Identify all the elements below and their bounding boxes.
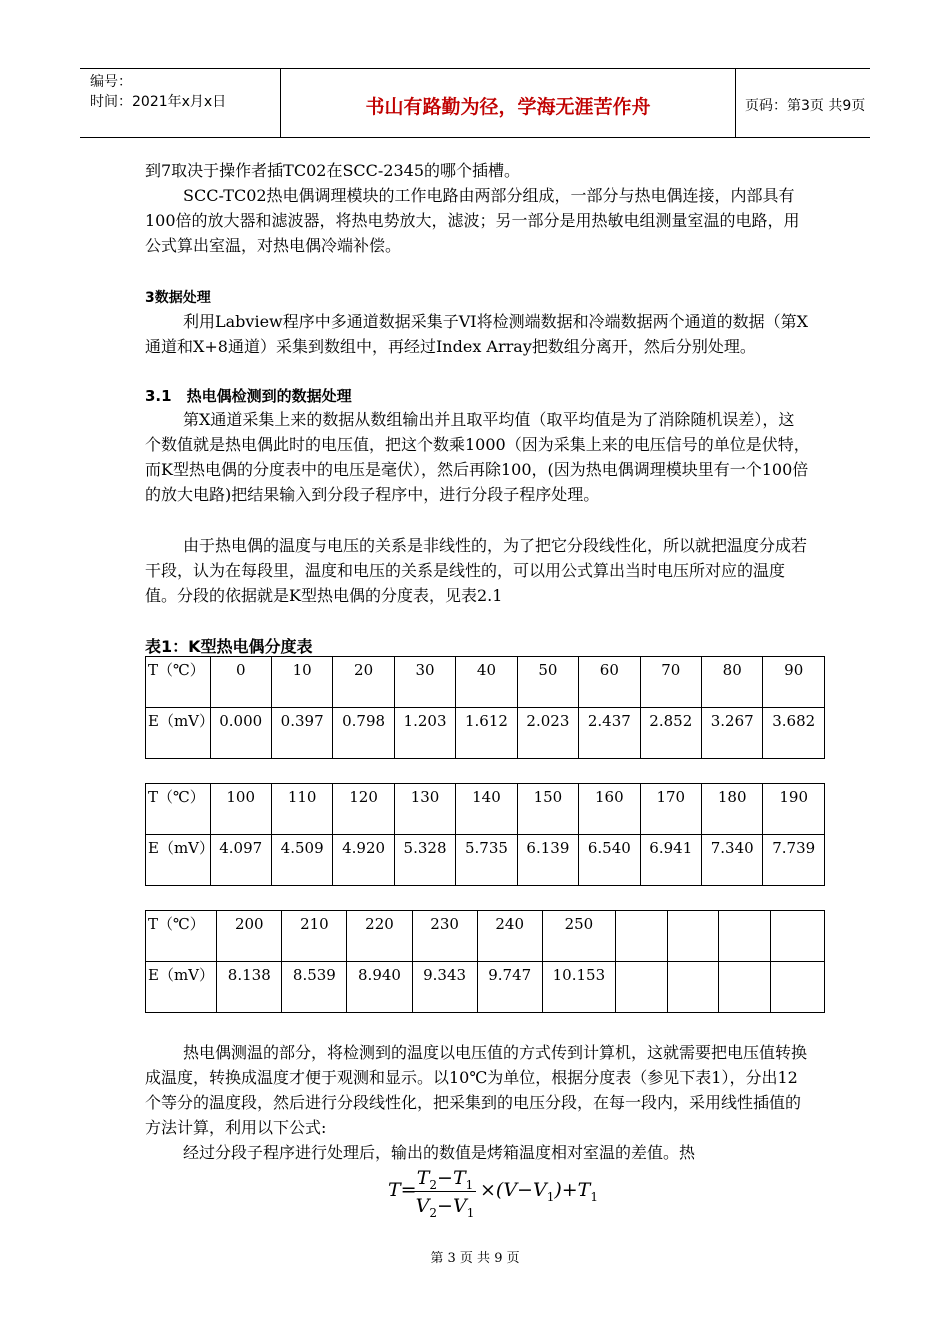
voltage-cell: 6.540: [579, 835, 640, 886]
voltage-cell: 6.139: [517, 835, 578, 886]
temperature-cell: 70: [640, 657, 701, 708]
temperature-cell: [667, 911, 719, 962]
temperature-cell: 100: [210, 784, 271, 835]
voltage-cell: 5.328: [394, 835, 455, 886]
code-label: 编号：: [90, 74, 132, 90]
row-label: E（mV）: [146, 835, 211, 886]
voltage-cell: 4.097: [210, 835, 271, 886]
voltage-cell: 0.798: [333, 708, 394, 759]
temperature-cell: 80: [702, 657, 763, 708]
voltage-cell: 9.747: [477, 962, 542, 1013]
temperature-cell: 50: [517, 657, 578, 708]
temperature-cell: 20: [333, 657, 394, 708]
row-label: E（mV）: [146, 962, 217, 1013]
formula-fraction: [414, 1165, 476, 1218]
temperature-cell: 120: [333, 784, 394, 835]
paragraph: 经过分段子程序进行处理后，输出的数值是烤箱温度相对室温的差值。热: [183, 1143, 696, 1162]
temperature-cell: 210: [282, 911, 347, 962]
voltage-cell: 8.138: [217, 962, 282, 1013]
subsection-heading: 3.1 热电偶检测到的数据处理: [145, 387, 352, 405]
voltage-row: [146, 835, 825, 886]
temperature-cell: 230: [412, 911, 477, 962]
page-footer: 第 3 页 共 9 页: [430, 1251, 520, 1266]
thermocouple-table: [145, 783, 825, 886]
voltage-cell: 1.203: [394, 708, 455, 759]
voltage-cell: 4.920: [333, 835, 394, 886]
voltage-cell: [667, 962, 719, 1013]
temperature-cell: 170: [640, 784, 701, 835]
voltage-cell: 2.023: [517, 708, 578, 759]
voltage-cell: 9.343: [412, 962, 477, 1013]
temperature-row: [146, 784, 825, 835]
voltage-cell: 6.941: [640, 835, 701, 886]
header-meta-cell: [80, 69, 280, 137]
voltage-cell: [616, 962, 668, 1013]
thermocouple-table: [145, 656, 825, 759]
temperature-cell: 30: [394, 657, 455, 708]
row-label: T（℃）: [146, 784, 211, 835]
temperature-cell: [719, 911, 771, 962]
voltage-cell: 0.000: [210, 708, 271, 759]
temperature-cell: 130: [394, 784, 455, 835]
temperature-cell: 160: [579, 784, 640, 835]
formula-denominator: $V_2-V_1$: [415, 1195, 475, 1220]
voltage-cell: 2.852: [640, 708, 701, 759]
temperature-row: [146, 911, 825, 962]
voltage-cell: 4.509: [271, 835, 332, 886]
temperature-cell: 90: [763, 657, 825, 708]
temperature-cell: 150: [517, 784, 578, 835]
voltage-cell: 3.682: [763, 708, 825, 759]
row-label: E（mV）: [146, 708, 211, 759]
paragraph: 第X通道采集上来的数据从数组输出并且取平均值（取平均值是为了消除随机误差），这个数值就是热电偶此时的电压值，把这个数乘1000（因为采集上来的电压信号的单位是伏特，而K型热电偶的分度表中的电压是毫伏），然后再除100，(因为热电偶调理模块里有一个100倍的放大电路)把结果输入到分段子程序中，进行分段子程序处理。: [145, 410, 810, 504]
voltage-cell: 2.437: [579, 708, 640, 759]
temperature-cell: 250: [542, 911, 615, 962]
voltage-cell: 1.612: [456, 708, 517, 759]
table-caption: 表1：K型热电偶分度表: [145, 637, 313, 656]
date-label: 时间：2021年x月x日: [90, 94, 227, 110]
formula-numerator: $T_2-T_1$: [414, 1165, 476, 1192]
temperature-cell: 0: [210, 657, 271, 708]
voltage-cell: 5.735: [456, 835, 517, 886]
formula-lhs: T=: [388, 1179, 417, 1201]
temperature-cell: [770, 911, 824, 962]
header-motto-cell: [280, 69, 736, 137]
row-label: T（℃）: [146, 657, 211, 708]
section-heading: 3数据处理: [145, 290, 211, 306]
voltage-row: [146, 962, 825, 1013]
motto: 书山有路勤为径，学海无涯苦作舟: [365, 96, 651, 118]
temperature-cell: 200: [217, 911, 282, 962]
temperature-cell: 220: [347, 911, 412, 962]
temperature-cell: [616, 911, 668, 962]
voltage-cell: 0.397: [271, 708, 332, 759]
temperature-cell: 240: [477, 911, 542, 962]
temperature-cell: 140: [456, 784, 517, 835]
paragraph: 到7取决于操作者插TC02在SCC-2345的哪个插槽。: [145, 161, 521, 180]
row-label: T（℃）: [146, 911, 217, 962]
temperature-cell: 190: [763, 784, 825, 835]
temperature-cell: 110: [271, 784, 332, 835]
voltage-cell: 8.539: [282, 962, 347, 1013]
header-page-cell: [735, 69, 870, 137]
temperature-cell: 40: [456, 657, 517, 708]
voltage-cell: 7.739: [763, 835, 825, 886]
thermocouple-table: [145, 910, 825, 1013]
temperature-cell: 60: [579, 657, 640, 708]
voltage-cell: [719, 962, 771, 1013]
temperature-row: [146, 657, 825, 708]
voltage-cell: 7.340: [702, 835, 763, 886]
paragraph: 热电偶测温的部分，将检测到的温度以电压值的方式传到计算机，这就需要把电压值转换成温度，转换成温度才便于观测和显示。以10℃为单位，根据分度表（参见下表1），分出12个等分的温度段，然后进行分段线性化，把采集到的电压分段，在每一段内，采用线性插值的方法计算，利用以下公式:: [145, 1043, 808, 1137]
paragraph: 利用Labview程序中多通道数据采集子VI将检测端数据和冷端数据两个通道的数据（第X通道和X+8通道）采集到数组中，再经过Index Array把数组分离开，然后分别处理。: [145, 312, 808, 356]
page-number-label: 页码：第3页 共9页: [745, 98, 866, 114]
paragraph: 由于热电偶的温度与电压的关系是非线性的，为了把它分段线性化，所以就把温度分成若干段，认为在每段里，温度和电压的关系是线性的，可以用公式算出当时电压所对应的温度值。分段的依据就是K型热电偶的分度表，见表2.1: [145, 536, 808, 605]
temperature-cell: 10: [271, 657, 332, 708]
formula-rhs: $\times(V-V_1)+T_1$: [480, 1179, 598, 1204]
voltage-cell: 8.940: [347, 962, 412, 1013]
temperature-cell: 180: [702, 784, 763, 835]
voltage-row: [146, 708, 825, 759]
voltage-cell: [770, 962, 824, 1013]
paragraph: SCC-TC02热电偶调理模块的工作电路由两部分组成，一部分与热电偶连接，内部具有100倍的放大器和滤波器，将热电势放大，滤波；另一部分是用热敏电组测量室温的电路，用公式算出室温，对热电偶冷端补偿。: [145, 186, 800, 255]
voltage-cell: 10.153: [542, 962, 615, 1013]
interpolation-formula: [388, 1165, 608, 1225]
voltage-cell: 3.267: [702, 708, 763, 759]
page-header: [80, 68, 870, 138]
